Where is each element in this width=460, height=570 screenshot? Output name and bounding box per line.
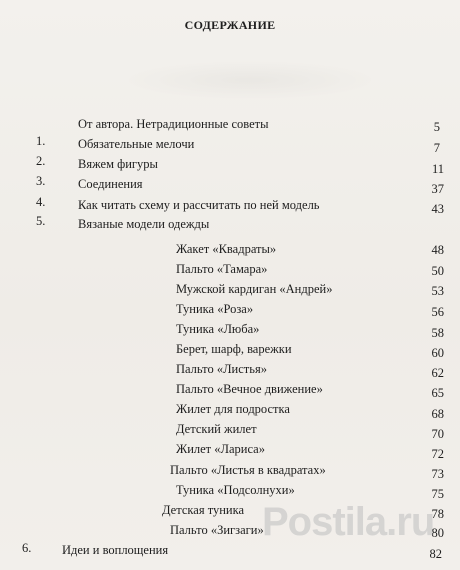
toc-sub-page: 60 bbox=[431, 346, 444, 360]
toc-sub-label: Пальто «Тамара» bbox=[176, 262, 268, 276]
toc-sub-label: Детская туника bbox=[162, 503, 245, 517]
toc-sub-page: 80 bbox=[431, 526, 444, 540]
toc-title: СОДЕРЖАНИЕ bbox=[184, 18, 276, 32]
toc-sub-label: Туника «Подсолнухи» bbox=[176, 483, 295, 497]
toc-sub-label: Пальто «Зигзаги» bbox=[170, 523, 264, 537]
toc-entry-page: 11 bbox=[431, 162, 444, 176]
toc-sub-page: 68 bbox=[431, 407, 444, 421]
toc-sub-page: 62 bbox=[431, 366, 444, 380]
toc-sub-page: 53 bbox=[431, 284, 444, 298]
bleed-through-shadow bbox=[120, 60, 380, 100]
toc-entry-page: 82 bbox=[429, 547, 442, 561]
toc-sub-page: 70 bbox=[431, 427, 444, 441]
toc-entry-label: Идеи и воплощения bbox=[62, 543, 169, 557]
toc-sub-page: 78 bbox=[431, 507, 444, 521]
toc-sub-label: Пальто «Вечное движение» bbox=[176, 382, 323, 396]
toc-entry-number: 1. bbox=[36, 134, 46, 148]
toc-sub-page: 48 bbox=[431, 243, 444, 257]
toc-entry-page: 5 bbox=[433, 120, 440, 134]
toc-entry-page: 43 bbox=[431, 202, 444, 216]
toc-entry-label: Соединения bbox=[78, 177, 143, 191]
toc-sub-label: Туника «Роза» bbox=[176, 302, 254, 316]
toc-sub-label: Пальто «Листья в квадратах» bbox=[170, 463, 326, 477]
toc-sub-page: 65 bbox=[431, 386, 444, 400]
toc-sub-page: 75 bbox=[431, 487, 444, 501]
toc-sub-label: Жилет «Лариса» bbox=[176, 442, 265, 456]
toc-entry-label: Обязательные мелочи bbox=[78, 137, 195, 151]
toc-entry-label: Вязаные модели одежды bbox=[78, 217, 210, 231]
toc-entry-number: 3. bbox=[36, 174, 46, 188]
toc-sub-label: Пальто «Листья» bbox=[176, 362, 267, 376]
toc-sub-label: Берет, шарф, варежки bbox=[176, 342, 292, 356]
toc-entry-label: От автора. Нетрадиционные советы bbox=[78, 117, 269, 131]
toc-sub-label: Мужской кардиган «Андрей» bbox=[176, 282, 333, 296]
toc-entry-number: 4. bbox=[36, 195, 46, 209]
toc-sub-page: 58 bbox=[431, 326, 444, 340]
toc-sub-page: 50 bbox=[431, 264, 444, 278]
toc-sub-label: Детский жилет bbox=[176, 422, 257, 436]
toc-sub-page: 56 bbox=[431, 305, 444, 319]
toc-entry-page: 37 bbox=[431, 182, 444, 196]
toc-entry-page: 7 bbox=[433, 141, 440, 155]
toc-sub-label: Туника «Люба» bbox=[176, 322, 260, 336]
toc-entry-number: 2. bbox=[36, 154, 46, 168]
toc-sub-label: Жакет «Квадраты» bbox=[176, 242, 277, 256]
toc-entry-number: 6. bbox=[22, 541, 32, 555]
toc-sub-page: 72 bbox=[431, 447, 444, 461]
toc-entry-label: Вяжем фигуры bbox=[78, 157, 158, 171]
watermark-logo: Postila.ru bbox=[262, 500, 435, 544]
toc-entry-label: Как читать схему и рассчитать по ней модель bbox=[78, 198, 320, 212]
toc-sub-page: 73 bbox=[431, 467, 444, 481]
toc-entry-number: 5. bbox=[36, 214, 46, 228]
toc-sub-label: Жилет для подростка bbox=[176, 402, 290, 416]
